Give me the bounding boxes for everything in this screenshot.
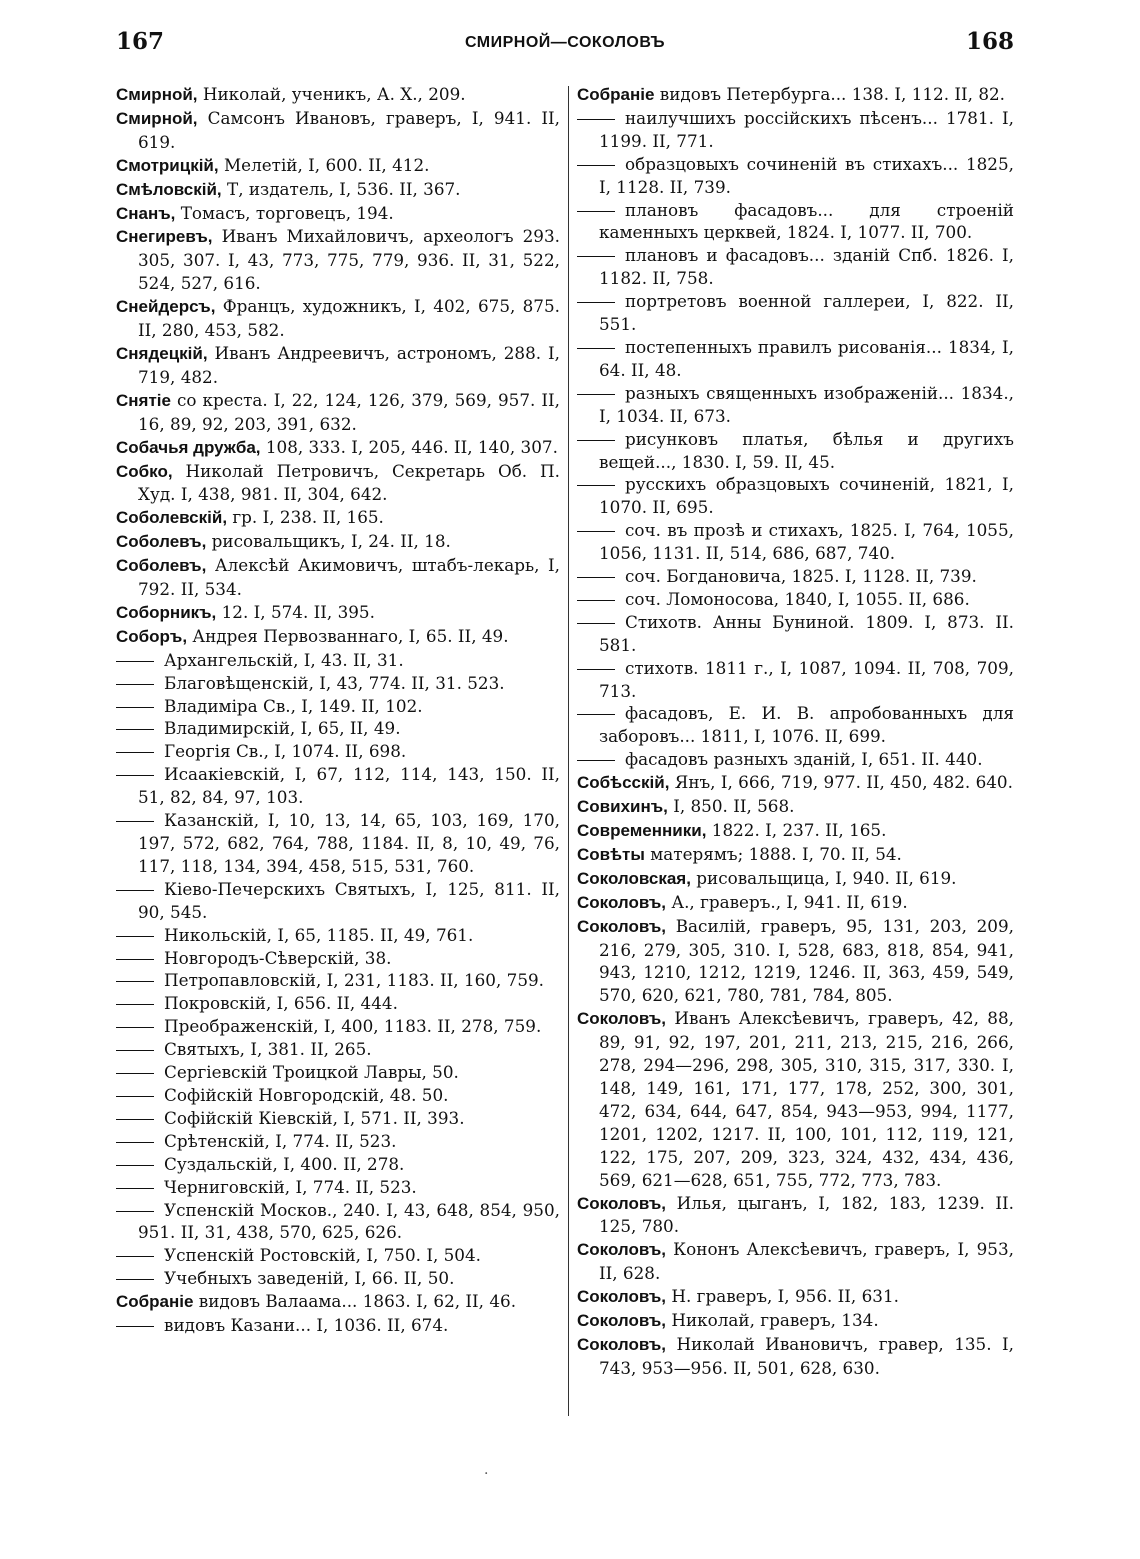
index-subentry xyxy=(116,878,560,924)
index-entry xyxy=(577,795,1014,819)
entry-headword: Соболевъ, xyxy=(116,532,207,552)
entry-references: Кіево-Печерскихъ Святыхъ, I, 125, 811. II, 90, 545. xyxy=(138,878,560,922)
entry-references: Черниговскій, I, 774. II, 523. xyxy=(164,1176,417,1197)
entry-references: Т, издатель, I, 536. II, 367. xyxy=(227,178,461,199)
ditto-dash xyxy=(116,1256,154,1257)
index-subentry xyxy=(577,702,1014,748)
index-subentry xyxy=(577,199,1014,245)
entry-references: Святыхъ, I, 381. II, 265. xyxy=(164,1039,372,1060)
entry-references: Андрея Первозваннаго, I, 65. II, 49. xyxy=(192,625,509,646)
index-subentry xyxy=(116,649,560,672)
entry-references: русскихъ образцовыхъ сочиненій, 1821, I, 1070. II, 695. xyxy=(599,474,1014,518)
entry-references: Софійскій Новгородскій, 48. 50. xyxy=(164,1084,449,1105)
ditto-dash xyxy=(577,119,615,120)
ditto-dash xyxy=(116,775,154,776)
running-title: СМИРНОЙ—СОКОЛОВЪ xyxy=(464,34,666,51)
entry-references: Преображенскій, I, 400, 1183. II, 278, 759. xyxy=(164,1016,542,1037)
entry-references: видовъ Петербурга... 138. I, 112. II, 82. xyxy=(659,84,1006,104)
ditto-dash xyxy=(577,669,615,670)
ditto-dash xyxy=(116,1004,154,1005)
index-subentry xyxy=(116,1176,560,1199)
ditto-dash xyxy=(116,890,154,891)
entry-references: Иванъ Михайловичъ, археологъ 293. 305, 307. I, 43, 773, 775, 779, 936. II, 31, 522, 524, 527, 616. xyxy=(138,226,560,294)
index-entry xyxy=(577,83,1014,107)
ditto-dash xyxy=(116,729,154,730)
index-entry xyxy=(577,1007,1014,1191)
index-entry xyxy=(577,771,1014,795)
entry-references: Сергіевскій Троицкой Лавры, 50. xyxy=(164,1062,459,1083)
index-subentry xyxy=(116,1267,560,1290)
ditto-dash xyxy=(116,1279,154,1280)
index-entry xyxy=(577,1309,1014,1333)
index-subentry xyxy=(116,969,560,992)
entry-references: образцовыхъ сочиненій въ стихахъ... 1825, I, 1128. II, 739. xyxy=(599,153,1014,197)
entry-references: Георгія Св., I, 1074. II, 698. xyxy=(164,741,407,762)
ditto-dash xyxy=(116,981,154,982)
index-entry xyxy=(116,83,560,107)
page-header xyxy=(116,28,1014,62)
entry-headword: Снегиревъ, xyxy=(116,227,213,247)
entry-references: Янъ, I, 666, 719, 977. II, 450, 482. 640. xyxy=(674,772,1013,793)
entry-references: постепенныхъ правилъ рисованія... 1834, I, 64. II, 48. xyxy=(599,336,1014,380)
entry-references: портретовъ военной галлереи, I, 822. II, 551. xyxy=(599,291,1014,335)
index-entry xyxy=(116,601,560,625)
entry-references: Василій, граверъ, 95, 131, 203, 209, 216, 279, 305, 310. I, 528, 683, 818, 854, 941, 943, 1210, 1212, 1219, 1246. II, 363, 459, 549, 570, 620, 621, 780, 781, 784, 805. xyxy=(599,915,1014,1006)
index-subentry xyxy=(577,336,1014,382)
entry-headword: Смирной, xyxy=(116,108,198,128)
entry-headword: Соколовъ, xyxy=(577,1193,667,1213)
index-subentry xyxy=(116,717,560,740)
ditto-dash xyxy=(577,577,615,578)
entry-references: наилучшихъ россійскихъ пѣсенъ... 1781. I, 1199. II, 771. xyxy=(599,107,1014,151)
entry-headword: Соколовъ, xyxy=(577,892,667,912)
ditto-dash xyxy=(116,1119,154,1120)
entry-headword: Соколовъ, xyxy=(577,1334,667,1354)
index-subentry xyxy=(577,107,1014,153)
index-subentry xyxy=(577,611,1014,657)
entry-references: стихотв. 1811 г., I, 1087, 1094. II, 708, 709, 713. xyxy=(599,657,1014,701)
entry-references: Самсонъ Ивановъ, граверъ, I, 941. II, 619. xyxy=(138,107,560,152)
ditto-dash xyxy=(116,821,154,822)
ditto-dash xyxy=(116,1165,154,1166)
entry-references: Иванъ Алексѣевичъ, граверъ, 42, 88, 89, 91, 92, 197, 201, 211, 213, 215, 216, 266, 278, 294—296, 298, 305, 310, 315, 317, 330. I, 148, 149, 161, 171, 177, 178, 252, 300, 301, 472, 634, 644, 647, 854, 943—953, 994, 1177, 1201, 1202, 1217. II, 100, 101, 112, 119, 121, 122, 175, 207, 209, 323, 324, 432, 434, 436, 569, 621—628, 651, 755, 772, 773, 783. xyxy=(599,1008,1014,1190)
entry-references: Новгородъ-Сѣверскій, 38. xyxy=(164,947,392,968)
entry-headword: Смѣловскій, xyxy=(116,179,222,199)
page-number-right: 168 xyxy=(965,28,1014,55)
ditto-dash xyxy=(116,1027,154,1028)
index-subentry xyxy=(577,382,1014,428)
ditto-dash xyxy=(116,936,154,937)
index-subentry xyxy=(577,473,1014,519)
index-subentry xyxy=(116,672,560,695)
ditto-dash xyxy=(577,440,615,441)
entry-headword: Снятіе xyxy=(116,390,171,410)
entry-references: Мелетій, I, 600. II, 412. xyxy=(223,154,430,175)
entry-references: 1822. I, 237. II, 165. xyxy=(711,820,887,840)
entry-headword: Собко, xyxy=(116,461,173,481)
index-entry xyxy=(116,154,560,178)
ditto-dash xyxy=(577,531,615,532)
ditto-dash xyxy=(577,623,615,624)
column-divider xyxy=(568,86,569,1416)
footer-mark: · xyxy=(484,1466,489,1482)
entry-headword: Соболевъ, xyxy=(116,556,207,576)
entry-references: рисовальщикъ, I, 24. II, 18. xyxy=(211,531,451,552)
ditto-dash xyxy=(116,1142,154,1143)
index-subentry xyxy=(116,1153,560,1176)
entry-headword: Соколовская, xyxy=(577,868,691,888)
ditto-dash xyxy=(116,1188,154,1189)
ditto-dash xyxy=(577,760,615,761)
entry-references: Томасъ, торговецъ, 194. xyxy=(180,202,394,223)
entry-headword: Современники, xyxy=(577,821,707,840)
entry-references: Казанскій, I, 10, 13, 14, 65, 103, 169, 170, 197, 572, 682, 764, 788, 1184. II, 8, 10, 49, 76, 117, 118, 134, 394, 458, 515, 531, 760. xyxy=(138,810,560,876)
entry-headword: Снанъ, xyxy=(116,203,176,223)
entry-references: Учебныхъ заведеній, I, 66. II, 50. xyxy=(164,1268,455,1289)
ditto-dash xyxy=(116,1050,154,1051)
entry-headword: Совѣты xyxy=(577,844,645,864)
ditto-dash xyxy=(116,684,154,685)
index-subentry xyxy=(577,428,1014,474)
right-column xyxy=(577,83,1014,1380)
entry-headword: Смирной, xyxy=(116,85,198,104)
index-subentry xyxy=(116,1107,560,1130)
index-subentry xyxy=(116,1038,560,1061)
entry-headword: Соколовъ, xyxy=(577,1240,667,1260)
entry-references: плановъ фасадовъ... для строеній каменныхъ церквей, 1824. I, 1077. II, 700. xyxy=(599,199,1014,243)
entry-references: Архангельскій, I, 43. II, 31. xyxy=(164,649,404,670)
entry-headword: Смотрицкій, xyxy=(116,155,219,175)
entry-references: Илья, цыганъ, I, 182, 183, 1239. II. 125, 780. xyxy=(599,1192,1014,1237)
entry-headword: Соколовъ, xyxy=(577,1287,667,1307)
ditto-dash xyxy=(577,302,615,303)
entry-references: Исаакіевскій, I, 67, 112, 114, 143, 150. II, 51, 82, 84, 97, 103. xyxy=(138,764,560,808)
index-subentry xyxy=(577,153,1014,199)
index-entry xyxy=(577,843,1014,867)
entry-references: рисовальщица, I, 940. II, 619. xyxy=(696,867,957,888)
entry-references: Иванъ Андреевичъ, астрономъ, 288. I, 719, 482. xyxy=(138,342,560,387)
index-entry xyxy=(577,867,1014,891)
index-entry xyxy=(577,915,1014,1008)
entry-references: рисунковъ платья, бѣлья и другихъ вещей..., 1830. I, 59. II, 45. xyxy=(599,428,1014,472)
index-entry xyxy=(577,1192,1014,1239)
index-entry xyxy=(116,625,560,649)
entry-headword: Соколовъ, xyxy=(577,1009,667,1029)
index-entry xyxy=(577,819,1014,843)
entry-references: матерямъ; 1888. I, 70. II, 54. xyxy=(650,843,902,864)
index-entry xyxy=(577,1285,1014,1309)
left-column xyxy=(116,83,560,1337)
index-subentry xyxy=(577,244,1014,290)
entry-references: Покровскій, I, 656. II, 444. xyxy=(164,993,398,1014)
entry-references: разныхъ священныхъ изображеній... 1834., I, 1034. II, 673. xyxy=(599,382,1014,426)
index-subentry xyxy=(116,1130,560,1153)
index-subentry xyxy=(116,740,560,763)
entry-references: соч. Ломоносова, 1840, I, 1055. II, 686. xyxy=(625,588,970,609)
index-subentry xyxy=(577,290,1014,336)
ditto-dash xyxy=(577,600,615,601)
index-subentry xyxy=(116,1244,560,1267)
index-entry xyxy=(116,436,560,460)
index-subentry xyxy=(116,992,560,1015)
entry-references: Николай, ученикъ, А. Х., 209. xyxy=(202,84,466,104)
index-subentry xyxy=(116,763,560,809)
index-entry xyxy=(116,506,560,530)
index-subentry xyxy=(116,924,560,947)
index-subentry xyxy=(577,748,1014,771)
index-entry xyxy=(116,389,560,436)
index-entry xyxy=(116,107,560,154)
entry-references: Николай Ивановичъ, гравер, 135. I, 743, 953—956. II, 501, 628, 630. xyxy=(599,1333,1014,1378)
ditto-dash xyxy=(577,211,615,212)
ditto-dash xyxy=(577,256,615,257)
entry-headword: Соколовъ, xyxy=(577,916,667,936)
entry-headword: Совихинъ, xyxy=(577,797,668,817)
ditto-dash xyxy=(116,959,154,960)
ditto-dash xyxy=(116,1096,154,1097)
index-subentry xyxy=(116,1061,560,1084)
index-subentry xyxy=(116,1015,560,1038)
entry-references: Кононъ Алексѣевичъ, граверъ, I, 953, II, 628. xyxy=(599,1239,1014,1284)
ditto-dash xyxy=(116,707,154,708)
entry-headword: Соборъ, xyxy=(116,626,188,646)
index-entry xyxy=(116,295,560,342)
entry-headword: Собѣсскій, xyxy=(577,773,670,793)
entry-headword: Собачья дружба, xyxy=(116,437,261,457)
ditto-dash xyxy=(577,394,615,395)
entry-headword: Соболевскій, xyxy=(116,508,228,528)
index-subentry xyxy=(116,947,560,970)
entry-references: Петропавловскій, I, 231, 1183. II, 160, 759. xyxy=(164,970,545,991)
index-subentry xyxy=(577,657,1014,703)
entry-references: Владиміра Св., I, 149. II, 102. xyxy=(164,695,423,716)
index-entry xyxy=(116,178,560,202)
entry-references: Францъ, художникъ, I, 402, 675, 875. II, 280, 453, 582. xyxy=(138,296,560,341)
entry-references: Владимирскій, I, 65, II, 49. xyxy=(164,718,401,739)
index-entry xyxy=(116,554,560,601)
entry-headword: Соборникъ, xyxy=(116,602,217,622)
entry-references: со креста. I, 22, 124, 126, 379, 569, 957. II, 16, 89, 92, 203, 391, 632. xyxy=(138,389,560,434)
entry-references: 108, 333. I, 205, 446. II, 140, 307. xyxy=(265,436,558,457)
entry-references: видовъ Валаама... 1863. I, 62, II, 46. xyxy=(198,1291,517,1312)
index-entry xyxy=(116,225,560,295)
entry-references: Стихотв. Анны Буниной. 1809. I, 873. II. 581. xyxy=(599,611,1014,655)
index-entry xyxy=(116,342,560,389)
entry-references: плановъ и фасадовъ... зданій Спб. 1826. I, 1182. II, 758. xyxy=(599,245,1014,289)
entry-references: соч. въ прозѣ и стихахъ, 1825. I, 764, 1055, 1056, 1131. II, 514, 686, 687, 740. xyxy=(599,520,1014,564)
entry-references: I, 850. II, 568. xyxy=(673,796,795,817)
entry-references: Успенскій Ростовскій, I, 750. I, 504. xyxy=(164,1245,481,1266)
entry-references: Никольскій, I, 65, 1185. II, 49, 761. xyxy=(164,924,474,945)
index-subentry xyxy=(116,809,560,878)
entry-references: видовъ Казани... I, 1036. II, 674. xyxy=(164,1315,449,1336)
index-entry xyxy=(116,460,560,507)
ditto-dash xyxy=(116,752,154,753)
index-entry xyxy=(577,891,1014,915)
index-subentry xyxy=(116,695,560,718)
ditto-dash xyxy=(116,1211,154,1212)
entry-references: А., граверъ., I, 941. II, 619. xyxy=(671,891,908,912)
ditto-dash xyxy=(116,661,154,662)
ditto-dash xyxy=(116,1073,154,1074)
entry-references: Софійскій Кіевскій, I, 571. II, 393. xyxy=(164,1107,465,1128)
index-subentry xyxy=(116,1084,560,1107)
index-entry xyxy=(577,1333,1014,1380)
index-entry xyxy=(116,1290,560,1314)
entry-headword: Собраніе xyxy=(116,1292,194,1312)
entry-headword: Снейдерсъ, xyxy=(116,297,216,317)
entry-references: соч. Богдановича, 1825. I, 1128. II, 739. xyxy=(625,566,977,587)
entry-references: Успенскій Москов., 240. I, 43, 648, 854, 950, 951. II, 31, 438, 570, 625, 626. xyxy=(138,1199,560,1243)
entry-references: фасадовъ разныхъ зданій, I, 651. II. 440. xyxy=(625,749,983,770)
ditto-dash xyxy=(116,1326,154,1327)
entry-references: Н. граверъ, I, 956. II, 631. xyxy=(671,1286,899,1307)
entry-headword: Собраніе xyxy=(577,85,655,104)
index-subentry xyxy=(577,565,1014,588)
entry-references: гр. I, 238. II, 165. xyxy=(232,507,384,528)
index-subentry xyxy=(116,1314,560,1337)
ditto-dash xyxy=(577,348,615,349)
entry-references: 12. I, 574. II, 395. xyxy=(221,601,375,622)
index-entry xyxy=(116,202,560,226)
ditto-dash xyxy=(577,714,615,715)
entry-references: Николай Петровичъ, Секретарь Об. П. Худ. I, 438, 981. II, 304, 642. xyxy=(138,460,561,505)
entry-references: Суздальскій, I, 400. II, 278. xyxy=(164,1153,405,1174)
index-subentry xyxy=(577,519,1014,565)
index-entry xyxy=(577,1238,1014,1285)
index-entry xyxy=(116,530,560,554)
ditto-dash xyxy=(577,485,615,486)
entry-references: Алексѣй Акимовичъ, штабъ-лекарь, I, 792. II, 534. xyxy=(138,555,560,600)
page-number-left: 167 xyxy=(116,28,165,55)
entry-headword: Снядецкій, xyxy=(116,343,208,363)
ditto-dash xyxy=(577,165,615,166)
entry-references: Благовѣщенскій, I, 43, 774. II, 31. 523. xyxy=(164,672,505,693)
entry-references: Срѣтенскій, I, 774. II, 523. xyxy=(164,1130,397,1151)
index-subentry xyxy=(577,588,1014,611)
entry-headword: Соколовъ, xyxy=(577,1311,667,1331)
entry-references: Николай, граверъ, 134. xyxy=(671,1310,879,1331)
entry-references: фасадовъ, Е. И. В. апробованныхъ для заборовъ... 1811, I, 1076. II, 699. xyxy=(599,703,1014,747)
index-subentry xyxy=(116,1199,560,1245)
